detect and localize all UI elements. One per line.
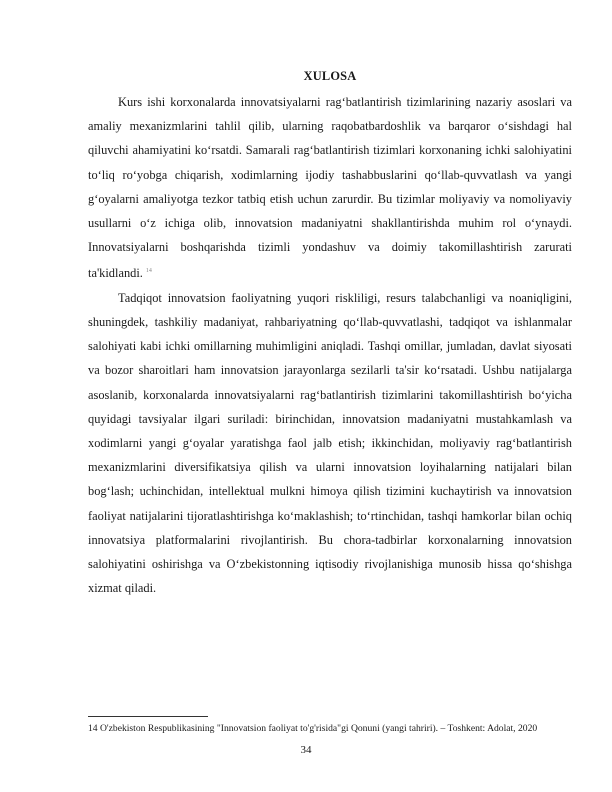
paragraph-2-text: Tadqiqot innovatsion faoliyatning yuqori riskliligi, resurs talabchanligi va noaniqligini, shuningdek, tashkiliy madaniyat, rahbariyatning qo‘llab-quvvatlashi, tadqiqot va ishlanmalar salohiyati kabi ichki omillarning muhimligini aniqladi. Tashqi omillar, jumladan, davlat siyosati va bozor sharoitlari ham innovatsion jarayonlarga sezilarli ta'sir ko‘rsatadi. Ushbu natijalarga asoslanib, korxonalarda innovatsiyalarni rag‘batlantirish tizimlarini takomillashtirish bo‘yicha quyidagi tavsiyalar ilgari suriladi: birinchidan, innovatsion madaniyatni mustahkamlash va xodimlarni yangi g‘oyalar yaratishga faol jalb etish; ikkinchidan, moliyaviy rag‘batlantirish mexanizmlarini diversifikatsiya qilish va ularni innovatsion loyihalarning natijalari bilan bog‘lash; uchinchidan, intellektual mulkni himoya qilish tizimini kuchaytirish va innovatsion faoliyat natijalarini tijoratlashtirishga ko‘maklashish; to‘rtinchidan, tashqi hamkorlar bilan ochiq innovatsiya platformalarini rivojlantirish. Bu chora-tadbirlar korxonalarning innovatsion salohiyatini oshirishga va O‘zbekistonning iqtisodiy rivojlanishiga munosib hissa qo‘shishga xizmat qiladi. — [88, 290, 572, 596]
paragraph-1-text: Kurs ishi korxonalarda innovatsiyalarni rag‘batlantirish tizimlarining nazariy asoslari va amaliy mexanizmlarini tahlil qilib, ularning raqobatbardoshlik va barqaror o‘sishdagi hal qiluvchi ahamiyatini ko‘rsatdi. Samarali rag‘batlantirish tizimlari korxonaning ichki salohiyatini to‘liq ro‘yobga chiqarish, xodimlarning ijodiy tashabbuslarini qo‘llab-quvvatlash va yangi g‘oyalarni amaliyotga tezkor tatbiq etish uchun zarurdir. Bu tizimlar moliyaviy va nomoliyaviy usullarni o‘z ichiga olib, innovatsion madaniyatni shakllantirishda muhim rol o‘ynaydi. Innovatsiyalarni boshqarishda tizimli yondashuv va doimiy takomillashtirish zarurati ta'kidlandi. — [88, 95, 572, 281]
footnote-reference[interactable]: 14 — [145, 268, 152, 275]
footnote-text: 14 O'zbekiston Respublikasining "Innovatsion faoliyat to'g'risida"gi Qonuni (yangi tahriri). – Toshkent: Adolat, 2020 — [88, 723, 538, 734]
paragraph-2 — [88, 286, 572, 601]
paragraph-1 — [88, 90, 572, 286]
document-body — [88, 68, 572, 600]
footnote-divider — [88, 716, 208, 717]
section-title: XULOSA — [303, 69, 357, 83]
page-number: 34 — [300, 744, 312, 756]
